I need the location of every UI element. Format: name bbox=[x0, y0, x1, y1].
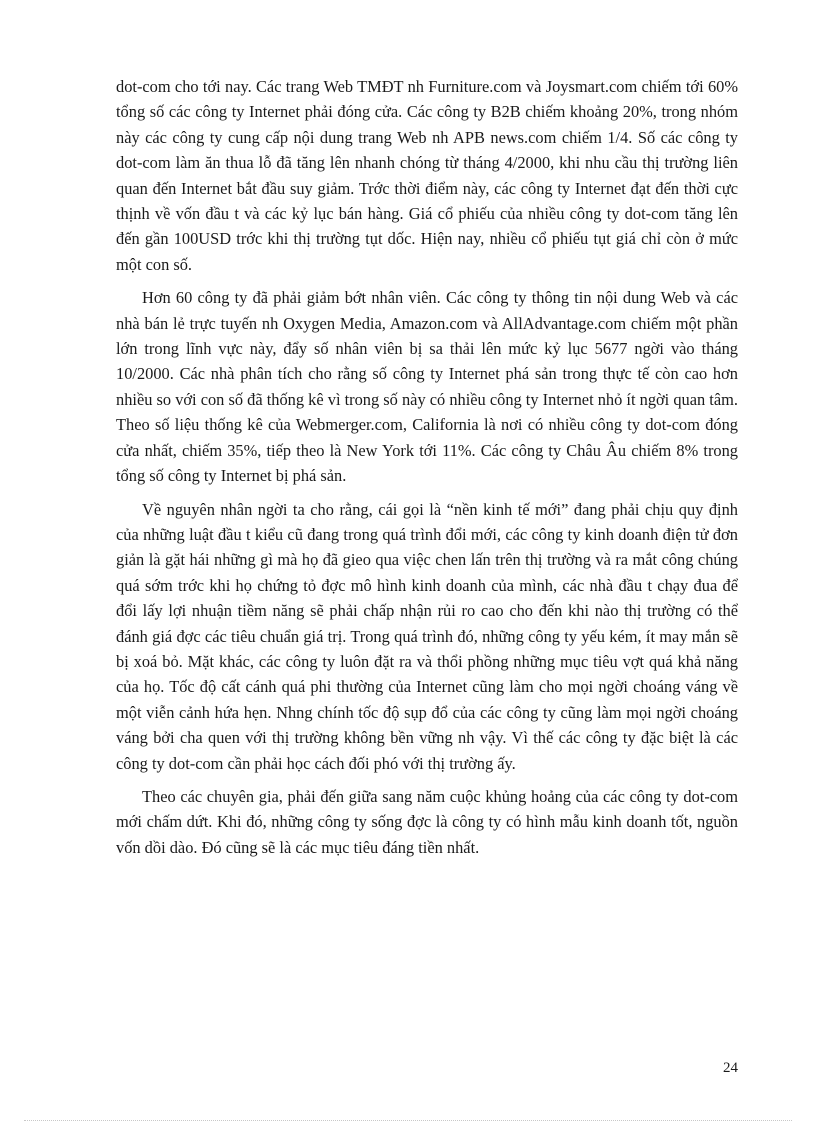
paragraph-1: dot-com cho tới nay. Các trang Web TMĐT nh Furniture.com và Joysmart.com chiếm tới 60% tổng số các công ty Internet phải đóng cửa. Các công ty B2B chiếm khoảng 20%, trong nhóm này các công ty cung cấp nội dung trang Web nh APB news.com chiếm 1/4. Số các công ty dot-com làm ăn thua lỗ đã tăng lên nhanh chóng từ tháng 4/2000, khi nhu cầu thị trường liên quan đến Internet bắt đầu suy giảm. Trớc thời điểm này, các công ty Internet đạt đến thời cực thịnh về vốn đầu t và các kỷ lục bán hàng. Giá cổ phiếu của nhiều công ty dot-com tăng lên đến gần 100USD trớc khi thị trường tụt dốc. Hiện nay, nhiều cổ phiếu tụt giá chỉ còn ở mức một con số. bbox=[116, 77, 738, 274]
page-bottom-divider bbox=[24, 1120, 792, 1121]
paragraph-2: Hơn 60 công ty đã phải giảm bớt nhân viên. Các công ty thông tin nội dung Web và các nhà bán lẻ trực tuyến nh Oxygen Media, Amazon.com và AllAdvantage.com chiếm một phần lớn trong lĩnh vực này, đẩy số nhân viên bị sa thải lên mức kỷ lục 5677 ngời vào tháng 10/2000. Các nhà phân tích cho rằng số công ty Internet phá sản trong thực tế còn cao hơn nhiều so với con số đã thống kê vì trong số này có nhiều công ty Internet nhỏ ít ngời quan tâm. Theo số liệu thống kê của Webmerger.com, California là nơi có nhiều công ty dot-com đóng cửa nhất, chiếm 35%, tiếp theo là New York tới 11%. Các công ty Châu Âu chiếm 8% trong tổng số công ty Internet bị phá sản. bbox=[116, 288, 738, 486]
document-page bbox=[116, 74, 738, 868]
paragraph-4: Theo các chuyên gia, phải đến giữa sang năm cuộc khủng hoảng của các công ty dot-com mới chấm dứt. Khi đó, những công ty sống đợc là công ty có hình mẫu kinh doanh tốt, nguồn vốn dồi dào. Đó cũng sẽ là các mục tiêu đáng tiền nhất. bbox=[116, 786, 738, 857]
page-number: 24 bbox=[723, 1060, 738, 1076]
paragraph-3: Về nguyên nhân ngời ta cho rằng, cái gọi là “nền kinh tế mới” đang phải chịu quy định của những luật đầu t kiểu cũ đang trong quá trình đổi mới, các công ty kinh doanh điện tử đơn giản là gặt hái những gì mà họ đã gieo qua việc chen lấn trên thị trường và ra mắt công chúng quá sớm trớc khi họ chứng tỏ đợc mô hình kinh doanh của mình, các nhà đầu t chạy đua để đổi lấy lợi nhuận tiềm năng sẽ phải chấp nhận rủi ro cao cho đến khi nào thị trường có thể đánh giá đợc các tiêu chuẩn giá trị. Trong quá trình đó, những công ty yếu kém, ít may mắn sẽ bị xoá bỏ. Mặt khác, các công ty luôn đặt ra và thổi phồng những mục tiêu vợt quá khả năng của họ. Tốc độ cất cánh quá phi thường của Internet cũng làm cho mọi ngời choáng váng về một viễn cảnh hứa hẹn. Nhng chính tốc độ sụp đổ của các công ty cũng làm mọi ngời choáng váng bởi cha quen với thị trường không bền vững nh vậy. Vì thế các công ty đặc biệt là các công ty dot-com cần phải học cách đối phó với thị trường ấy. bbox=[116, 499, 738, 773]
